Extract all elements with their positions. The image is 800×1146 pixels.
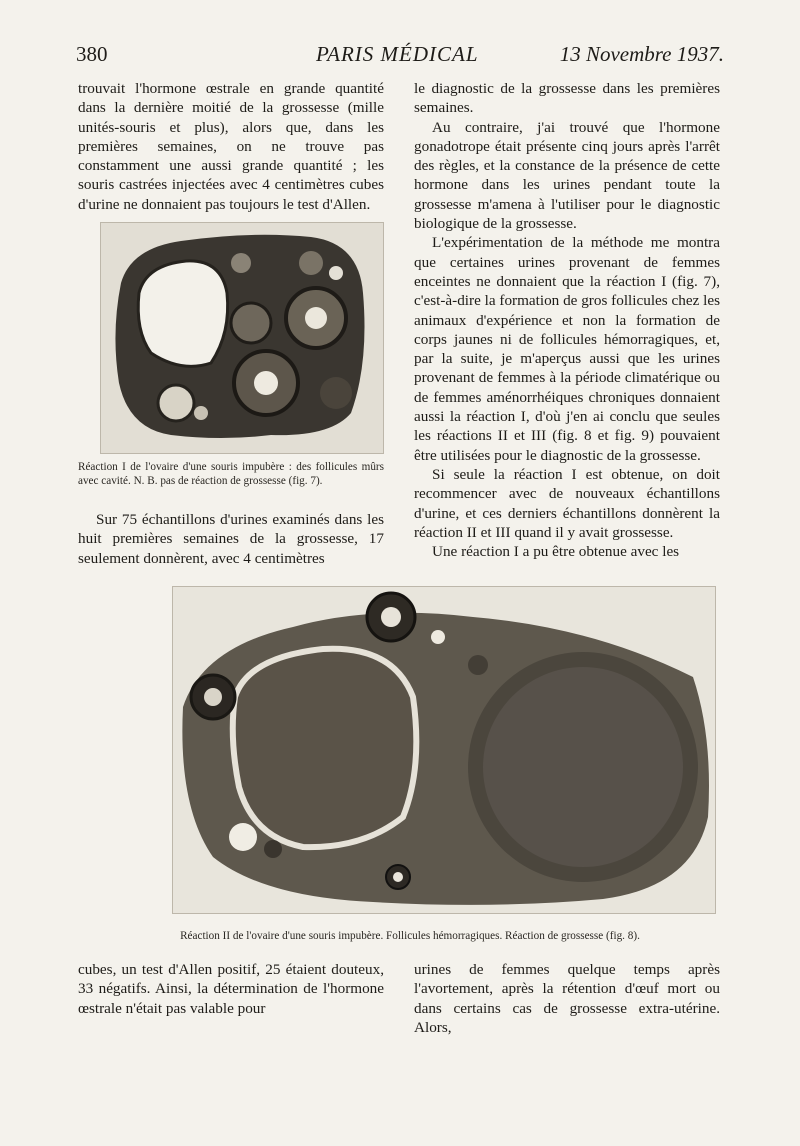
figure-8-micrograph xyxy=(172,586,716,914)
left-column-bottom xyxy=(78,960,384,1018)
right-column-bottom xyxy=(414,960,720,1037)
figure-8-caption: Réaction II de l'ovaire d'une souris impubère. Follicules hémorragiques. Réaction de grossesse (fig. 8). xyxy=(180,930,640,942)
running-header xyxy=(76,42,724,68)
right-column-top xyxy=(414,79,720,561)
paragraph: le diagnostic de la grossesse dans les premières semaines. xyxy=(414,80,720,117)
journal-title: PARIS MÉDICAL xyxy=(316,42,479,66)
paragraph: urines de femmes quelque temps après l'avortement, après la rétention d'œuf mort ou dans certains cas de grossesse extra-utérine. Alors, xyxy=(414,961,720,1036)
left-column-middle xyxy=(78,510,384,568)
paragraph: Une réaction I a pu être obtenue avec les xyxy=(432,543,680,561)
left-column-top xyxy=(78,79,384,214)
issue-date: 13 Novembre 1937. xyxy=(559,42,724,66)
page-number: 380 xyxy=(76,42,108,66)
paragraph: cubes, un test d'Allen positif, 25 étaient douteux, 33 négatifs. Ainsi, la détermination de l'hormone œstrale n'était pas valable pour xyxy=(78,961,384,1017)
paragraph: Au contraire, j'ai trouvé que l'hormone gonadotrope était présente cinq jours après l'arrêt des règles, et la constance de la présence de cette hormone dans les urines pendant toute la grossesse m'amena à l'utiliser pour le diagnostic biologique de la grossesse. xyxy=(414,118,720,233)
paragraph: Sur 75 échantillons d'urines examinés dans les huit premières semaines de la grossesse, 17 seulement donnèrent, avec 4 centimètres xyxy=(78,511,384,567)
paragraph: Si seule la réaction I est obtenue, on doit recommencer avec de nouveaux échantillons d'urine, et ces derniers échantillons donnèrent la réaction II et III quand il y avait grossesse. xyxy=(414,465,720,541)
paragraph: trouvait l'hormone œstrale en grande quantité dans la dernière moitié de la grossesse (mille unités-souris et plus), alors que, dans les premières semaines, on ne trouve pas constamment une aussi grande quantité ; les souris castrées injectées avec 4 centimètres cubes d'urine ne donnaient pas toujours le test d'Allen. xyxy=(78,80,384,213)
figure-7-micrograph xyxy=(100,222,384,454)
figure-7-caption: Réaction I de l'ovaire d'une souris impubère : des follicules mûrs avec cavité. N. B. pas de réaction de grossesse (fig. 7). xyxy=(78,461,384,487)
paragraph: L'expérimentation de la méthode me montra que certaines urines provenant de femmes enceintes ne donnaient que la réaction I (fig. 7), c'est-à-dire la formation de gros follicules chez les animaux d'expérience et non la formation de corps jaunes ni de follicules hémorragiques, et, par la suite, je m'aperçus aussi que les urines provenant de femmes à la période climatérique ou de femmes aménorrhéiques chroniques donnaient aussi la réaction I, d'où j'en ai conclu que seules les réactions II et III (fig. 8 et fig. 9) pouvaient être utilisées pour le diagnostic de la grossesse. xyxy=(414,234,720,464)
